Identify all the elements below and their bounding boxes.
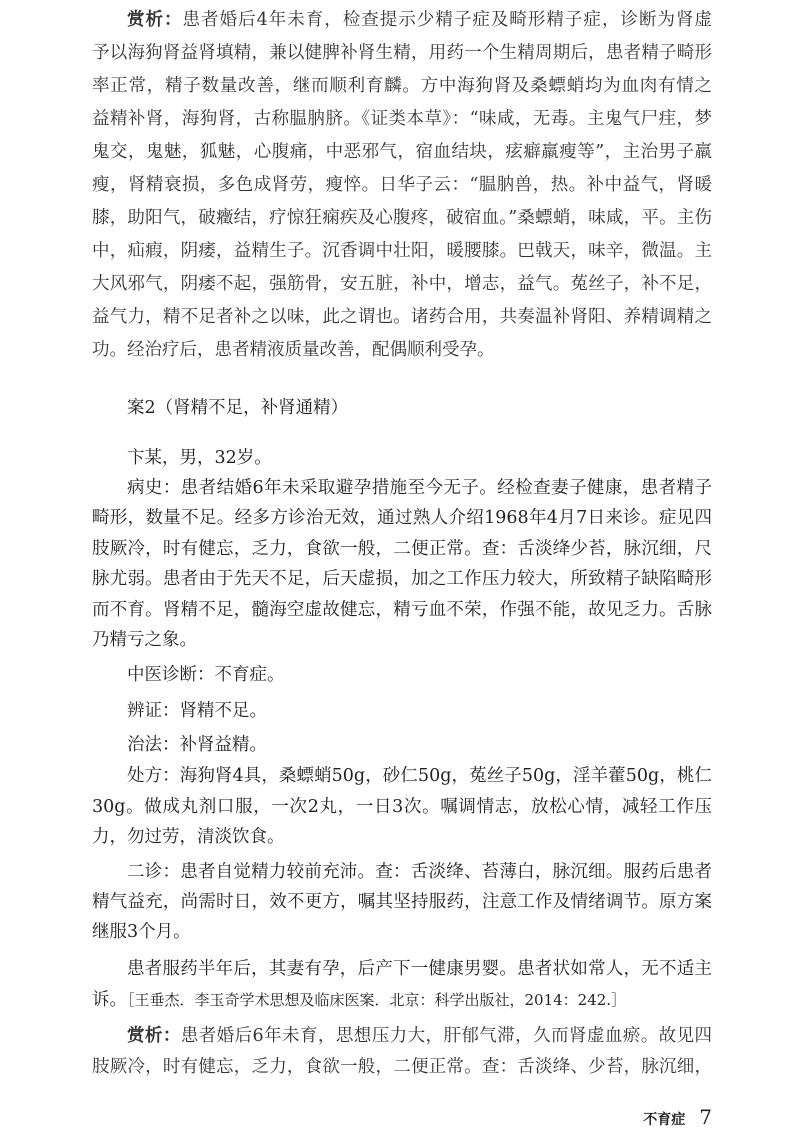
line-text: 鬼交，鬼魅，狐魅，心腹痛，中恶邪气，宿血结块，痃癖羸瘦等”，主治男子羸 <box>92 142 712 162</box>
line-text: 益气力，精不足者补之以味，此之谓也。诸药合用，共奏温补肾阳、养精调精之 <box>92 307 712 327</box>
text-line <box>92 4 712 37</box>
text-line <box>92 473 712 503</box>
line-text: 病史：患者结婚6年未采取避孕措施至今无子。经检查妻子健康，患者精子 <box>127 478 712 498</box>
line-text: 患者婚后4年未育，检查提示少精子症及畸形精子症，诊断为肾虚 <box>182 10 712 30</box>
tcm-diagnosis <box>92 659 712 691</box>
line-text: 大风邪气，阴痿不起，强筋骨，安五脏，补中，增志，益气。菟丝子，补不足， <box>92 274 712 294</box>
text-line <box>92 534 712 564</box>
analysis-label: 赏析： <box>127 1026 181 1046</box>
text-line <box>92 887 712 917</box>
line-text: 肢厥冷，时有健忘，乏力，食欲一般，二便正常。查：舌淡绛、少苔，脉沉细， <box>92 1057 712 1077</box>
line-text: 继服3个月。 <box>92 922 191 942</box>
page-footer <box>643 1105 712 1129</box>
text-line <box>92 392 712 424</box>
text-line <box>92 334 712 367</box>
page-number: 7 <box>699 1105 712 1129</box>
line-text: 中医诊断：不育症。 <box>127 665 285 685</box>
text-line <box>92 857 712 887</box>
line-text: 予以海狗肾益肾填精，兼以健脾补肾生精，用药一个生精周期后，患者精子畸形 <box>92 43 712 63</box>
line-text: 辨证：肾精不足。 <box>127 701 267 721</box>
text-line <box>92 37 712 70</box>
text-line <box>92 136 712 169</box>
line-text: 患者服药半年后，其妻有孕，后产下一健康男婴。患者状如常人，无不适主 <box>127 959 712 979</box>
line-text: 诉。 <box>92 990 127 1010</box>
line-text: 膝，助阳气，破癥结，疗惊狂痫疾及心腹疼，破宿血。”桑螵蛸，味咸，平。主伤 <box>92 208 712 228</box>
line-text: 益精补肾，海狗肾，古称腽肭脐。《证类本草》：“味咸，无毒。主鬼气尸疰，梦 <box>92 109 712 129</box>
case-heading <box>92 392 712 424</box>
text-line <box>92 70 712 103</box>
text-line <box>92 202 712 235</box>
text-line <box>92 695 712 727</box>
line-text: 肢厥冷，时有健忘，乏力，食欲一般，二便正常。查：舌淡绛少苔，脉沉细，尺 <box>92 538 712 559</box>
prescription <box>92 761 712 853</box>
line-text: 力，勿过劳，清淡饮食。 <box>92 827 285 847</box>
text-line <box>92 503 712 533</box>
text-line <box>92 792 712 823</box>
citation: ［王垂杰．李玉奇学术思想及临床医案．北京：科学出版社，2014：242.］ <box>127 991 627 1009</box>
text-line <box>92 822 712 853</box>
analysis-label: 赏析： <box>127 10 183 30</box>
text-line <box>92 954 712 985</box>
text-line <box>92 103 712 136</box>
text-line <box>92 1052 712 1083</box>
line-text: 二诊：患者自觉精力较前充沛。查：舌淡绛、苔薄白，脉沉细。服药后患者 <box>127 862 712 882</box>
text-line <box>92 169 712 202</box>
second-visit <box>92 857 712 947</box>
text-line <box>92 301 712 334</box>
line-text: 而不育。肾精不足，髓海空虚故健忘，精亏血不荣，作强不能，故见乏力。舌脉 <box>92 599 712 620</box>
line-text: 畸形，数量不足。经多方诊治无效，通过熟人介绍1968年4月7日来诊。症见四 <box>92 508 712 529</box>
running-section-title: 不育症 <box>643 1112 686 1128</box>
line-text: 中，疝瘕，阴痿，益精生子。沉香调中壮阳，暖腰膝。巴戟天，味辛，微温。主 <box>92 241 712 261</box>
patient-info <box>92 443 712 473</box>
line-text: 卞某，男，32岁。 <box>127 448 272 468</box>
line-text: 脉尤弱。患者由于先天不足，后天虚损，加之工作压力较大，所致精子缺陷畸形 <box>92 569 712 590</box>
outcome <box>92 954 712 1016</box>
line-text: 患者婚后6年未育，思想压力大，肝郁气滞，久而肾虚血瘀。故见四 <box>180 1026 712 1046</box>
line-text: 乃精亏之象。 <box>92 629 197 650</box>
text-line <box>92 729 712 761</box>
analysis-paragraph-2 <box>92 1021 712 1083</box>
line-text: 功。经治疗后，患者精液质量改善，配偶顺利受孕。 <box>92 340 495 360</box>
text-line <box>92 917 712 947</box>
line-text: 案2（肾精不足，补肾通精） <box>127 398 349 418</box>
syndrome-differentiation <box>92 695 712 727</box>
line-text: 30g。做成丸剂口服，一次2丸，一日3次。嘱调情志，放松心情，减轻工作压 <box>92 796 712 817</box>
medical-history <box>92 473 712 655</box>
line-text: 瘦，肾精衰损，多色成肾劳，瘦悴。日华子云：“腽肭兽，热。补中益气，肾暖 <box>92 175 712 195</box>
text-line <box>92 595 712 625</box>
text-line <box>92 625 712 655</box>
text-line <box>92 659 712 691</box>
line-text: 处方：海狗肾4具，桑螵蛸50g，砂仁50g，菟丝子50g，淫羊藿50g，桃仁 <box>127 766 712 786</box>
line-text: 治法：补肾益精。 <box>127 735 267 755</box>
line-text: 精气益充，尚需时日，效不更方，嘱其坚持服药，注意工作及情绪调节。原方案 <box>92 892 712 912</box>
text-line <box>92 564 712 594</box>
text-line <box>92 1021 712 1052</box>
text-line <box>92 761 712 792</box>
text-line <box>92 985 712 1016</box>
analysis-paragraph-1 <box>92 4 712 367</box>
text-line <box>92 268 712 301</box>
line-text: 率正常，精子数量改善，继而顺利育麟。方中海狗肾及桑螵蛸均为血肉有情之 <box>92 76 712 96</box>
text-line <box>92 443 712 473</box>
text-line <box>92 235 712 268</box>
treatment-method <box>92 729 712 761</box>
